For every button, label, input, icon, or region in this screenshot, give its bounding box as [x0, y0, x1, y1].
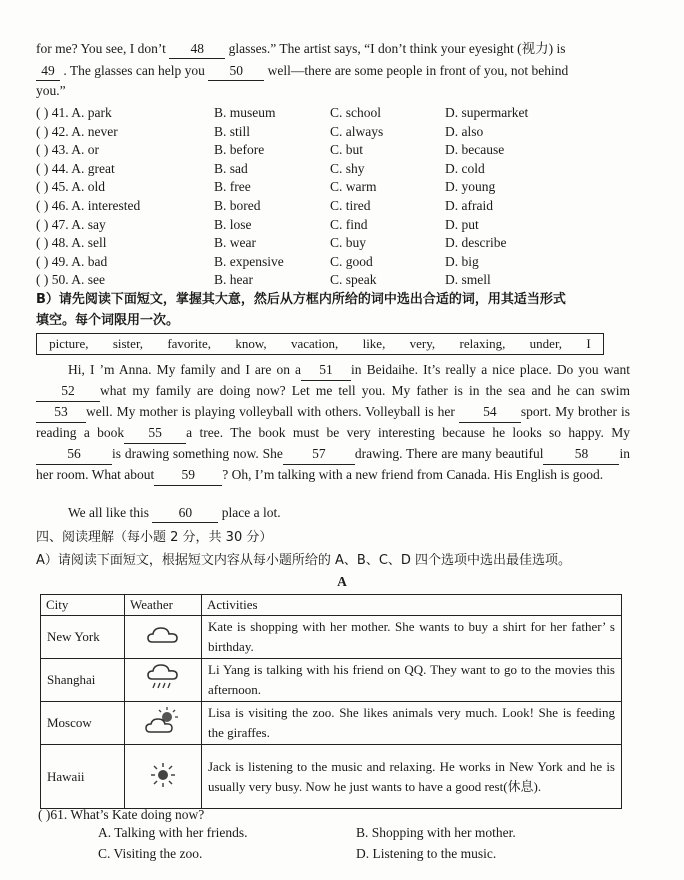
blank-48: 48	[169, 40, 225, 59]
passage-paragraph-1	[36, 360, 630, 486]
option-d: D. put	[445, 216, 479, 232]
option-b: B. before	[214, 142, 265, 158]
blank-58: 58	[543, 444, 619, 465]
mcq-row	[36, 141, 656, 159]
option-c: C. buy	[330, 235, 367, 251]
option-d: D. afraid	[445, 198, 493, 213]
header-activities: Activities	[202, 595, 622, 616]
table-row	[41, 616, 622, 659]
option-b: B. bored	[214, 198, 261, 213]
option-d: D. also	[445, 123, 484, 139]
rain-icon	[125, 659, 202, 702]
option-c: C. find	[330, 216, 368, 232]
text: . The glasses can help you	[63, 63, 205, 78]
question-option-a: ( ) 50. A. see	[36, 272, 105, 288]
mcq-row	[36, 197, 656, 215]
option-b: B. free	[214, 179, 251, 195]
word: sister,	[112, 336, 143, 351]
sun-icon	[125, 745, 202, 809]
option-b: B. hear	[214, 272, 253, 288]
blank-49: 49	[36, 62, 60, 81]
city-cell: Moscow	[41, 702, 125, 745]
activity-cell: Li Yang is talking with his friend on QQ. They want to go to the movies this afternoon.	[202, 659, 622, 702]
text: ? Oh, I’m talking with a new friend from Canada. His English is good.	[222, 467, 604, 482]
mcq-row	[36, 253, 656, 271]
option-c: C. Visiting the zoo.	[98, 846, 203, 861]
text: Hi, I ’m Anna. My family and I are on a	[68, 362, 302, 377]
text: place a lot.	[221, 505, 281, 520]
section-4-title: 四、阅读理解（每小题 2 分，共 30 分）	[36, 530, 273, 545]
section-4-instruction: A）请阅读下面短文，根据短文内容从每小题所给的 A、B、C、D 四个选项中选出最佳选项。	[36, 553, 572, 568]
question-option-a: ( ) 43. A. or	[36, 142, 99, 158]
blank-57: 57	[283, 444, 355, 465]
option-b: B. lose	[214, 216, 252, 232]
city-cell: Hawaii	[41, 745, 125, 809]
option-b: B. wear	[214, 235, 256, 251]
option-b: B. museum	[214, 105, 276, 120]
word: know,	[235, 336, 267, 351]
question-option-a: ( ) 49. A. bad	[36, 253, 108, 269]
question-option-a: ( ) 45. A. old	[36, 179, 105, 195]
section-b-instruction-2: 填空。每个词限用一次。	[36, 313, 180, 328]
blank-56: 56	[36, 444, 112, 465]
city-cell: Shanghai	[41, 659, 125, 702]
option-d: D. young	[445, 179, 496, 195]
option-d: D. because	[445, 142, 505, 158]
question-option-a: ( ) 41. A. park	[36, 105, 112, 120]
word: under,	[529, 336, 563, 351]
blank-52: 52	[36, 381, 100, 402]
mcq-row	[36, 178, 656, 196]
option-d: D. Listening to the music.	[356, 846, 497, 861]
question-option-a: ( ) 48. A. sell	[36, 235, 107, 251]
table-row	[41, 702, 622, 745]
activity-cell: Lisa is visiting the zoo. She likes animals very much. Look! She is feeding the giraffes.	[202, 702, 622, 745]
cloze-line-2	[36, 62, 648, 81]
table-header-row	[41, 595, 622, 616]
passage-label: A	[337, 574, 347, 589]
option-d: D. describe	[445, 235, 507, 251]
option-d: D. big	[445, 253, 479, 269]
text: in Beidaihe. It’s really a nice place. Do you want	[351, 362, 630, 377]
header-city: City	[41, 595, 125, 616]
mcq-row	[36, 104, 656, 122]
text: a tree. The book must be very interesting because he looks so happy. My	[186, 425, 630, 440]
word: picture,	[49, 336, 89, 351]
partly-cloudy-icon	[125, 702, 202, 745]
word: vacation,	[290, 336, 339, 351]
blank-59: 59	[154, 465, 222, 486]
text: drawing. There are many beautiful	[354, 446, 544, 461]
text: sport. My brother is reading a book	[36, 404, 630, 440]
blank-55: 55	[124, 423, 186, 444]
word: relaxing,	[459, 336, 506, 351]
text: for me? You see, I don’t	[36, 41, 166, 56]
question-option-a: ( ) 44. A. great	[36, 160, 115, 176]
mcq-row	[36, 123, 656, 141]
question-option-a: ( ) 47. A. say	[36, 216, 106, 232]
blank-60: 60	[152, 504, 218, 523]
option-c: C. shy	[330, 160, 365, 176]
option-c: C. speak	[330, 272, 377, 288]
blank-53: 53	[36, 402, 86, 423]
word: like,	[362, 336, 386, 351]
cloud-icon	[125, 616, 202, 659]
mcq-row	[36, 160, 656, 178]
activity-cell: Kate is shopping with her mother. She wants to buy a shirt for her father’ s birthday.	[202, 616, 622, 659]
mcq-row	[36, 271, 656, 289]
cloze-line-3: you.”	[36, 83, 66, 98]
option-c: C. school	[330, 105, 382, 120]
text: is drawing something now. She	[112, 446, 283, 461]
passage-paragraph-2	[68, 504, 648, 523]
header-weather: Weather	[125, 595, 202, 616]
text: glasses.” The artist says, “I don’t think your eyesight (视力) is	[228, 41, 566, 56]
option-c: C. always	[330, 123, 384, 139]
text: We all like this	[68, 505, 150, 520]
option-d: D. smell	[445, 272, 491, 288]
option-d: D. cold	[445, 160, 485, 176]
activity-cell: Jack is listening to the music and relaxing. He works in New York and he is usually very busy. Now he just wants to have a good rest(休息).	[202, 745, 622, 809]
question-option-a: ( ) 42. A. never	[36, 123, 118, 139]
cloze-line-1	[36, 40, 648, 59]
option-b: B. expensive	[214, 253, 284, 269]
option-d: D. supermarket	[445, 105, 529, 120]
option-b: B. Shopping with her mother.	[356, 825, 516, 840]
word: favorite,	[167, 336, 211, 351]
table-row	[41, 659, 622, 702]
blank-51: 51	[301, 360, 351, 381]
text: well—there are some people in front of you, not behind	[267, 63, 569, 78]
option-b: B. still	[214, 123, 251, 139]
word: I	[586, 336, 591, 351]
question-61: ( )61. What’s Kate doing now?	[38, 807, 205, 822]
text: in her room. What about	[36, 446, 630, 482]
section-b-instruction: B）请先阅读下面短文，掌握其大意，然后从方框内所给的词中选出合适的词，用其适当形式	[36, 292, 566, 307]
option-a: A. Talking with her friends.	[98, 825, 248, 840]
option-c: C. warm	[330, 179, 377, 195]
blank-54: 54	[459, 402, 521, 423]
text: well. My mother is playing volleyball with others. Volleyball is her	[86, 404, 455, 419]
option-c: C. good	[330, 253, 373, 269]
city-cell: New York	[41, 616, 125, 659]
option-c: C. but	[330, 142, 364, 158]
word-box	[36, 333, 604, 355]
blank-50: 50	[208, 62, 264, 81]
option-c: C. tired	[330, 198, 371, 213]
mcq-row	[36, 234, 656, 252]
text: what my family are doing now? Let me tell you. My father is in the sea and he can swim	[100, 383, 630, 398]
word: very,	[409, 336, 436, 351]
weather-table	[40, 594, 622, 809]
option-b: B. sad	[214, 160, 248, 176]
question-option-a: ( ) 46. A. interested	[36, 198, 141, 213]
mcq-row	[36, 216, 656, 234]
table-row	[41, 745, 622, 809]
